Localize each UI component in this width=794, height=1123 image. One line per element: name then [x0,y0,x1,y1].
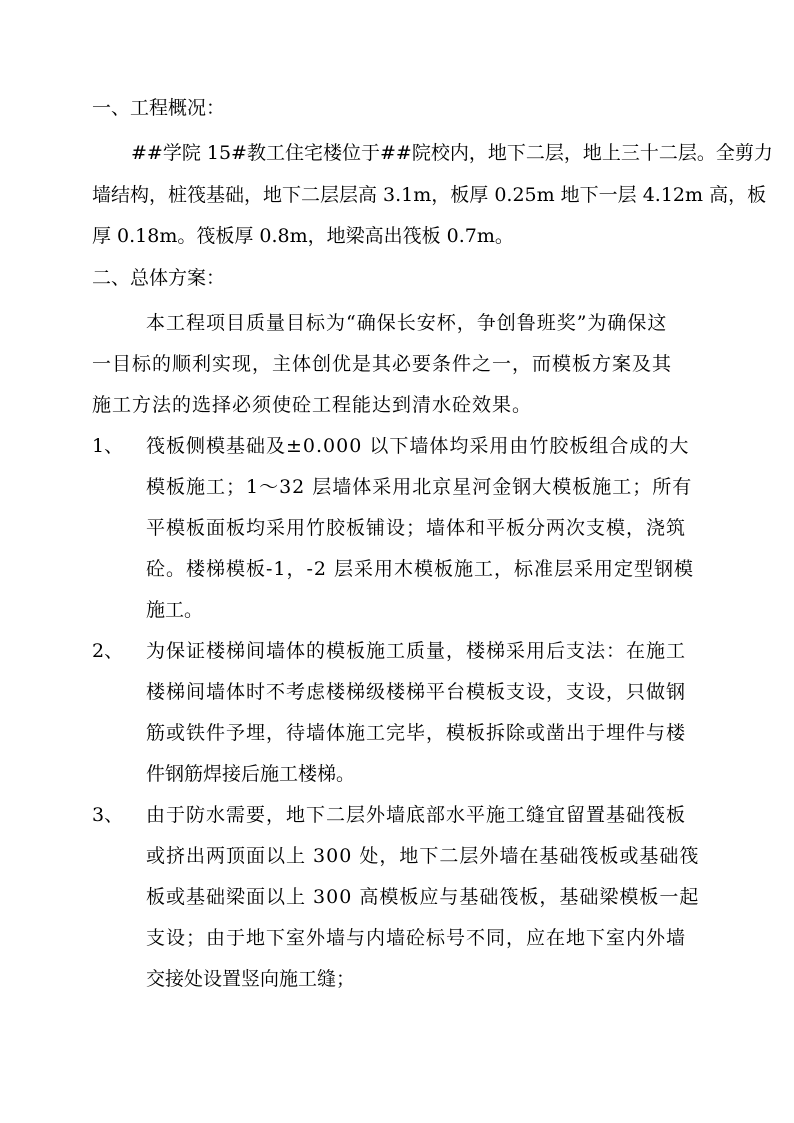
overview-line-1: ##学院 15#教工住宅楼位于##院校内，地下二层，地上三十二层。全剪力 [131,142,773,164]
overview-line-2: 墙结构，桩筏基础，地下二层层高 3.1m，板厚 0.25m 地下一层 4.12m 高，板 [92,184,767,206]
item1-line-1: 筏板侧模基础及±0.000 以下墙体均采用由竹胶板组合成的大 [146,435,690,457]
plan-line-1: 本工程项目质量目标为“确保长安杯，争创鲁班奖”为确保这 [146,312,668,334]
item-number-3: 3、 [92,804,124,826]
section-heading-overview: 一、工程概况： [92,97,226,119]
item1-line-3: 平模板面板均采用竹胶板铺设；墙体和平板分两次支模，浇筑 [146,517,687,539]
item1-line-2: 模板施工；1～32 层墙体采用北京星河金钢大模板施工；所有 [146,476,693,498]
item3-line-2: 或挤出两顶面以上 300 处，地下二层外墙在基础筏板或基础筏 [146,845,700,867]
item1-line-4: 砼。楼梯模板-1，-2 层采用木模板施工，标准层采用定型钢模 [146,558,695,580]
section-heading-plan: 二、总体方案： [92,267,226,289]
item3-line-4: 支设；由于地下室外墙与内墙砼标号不同，应在地下室内外墙 [146,927,687,949]
item3-line-5: 交接处设置竖向施工缝； [146,968,356,990]
item1-line-5: 施工。 [146,599,204,621]
item3-line-3: 板或基础梁面以上 300 高模板应与基础筏板，基础梁模板一起 [146,886,700,908]
item2-line-1: 为保证楼梯间墙体的模板施工质量，楼梯采用后支法：在施工 [146,640,687,662]
item-number-2: 2、 [92,640,124,662]
plan-line-2: 一目标的顺利实现，主体创优是其必要条件之一，而模板方案及其 [92,353,673,375]
item-number-1: 1、 [92,435,124,457]
plan-line-3: 施工方法的选择必须使砼工程能达到清水砼效果。 [92,394,533,416]
item2-line-4: 件钢筋焊接后施工楼梯。 [146,763,356,785]
item2-line-2: 楼梯间墙体时不考虑楼梯级楼梯平台模板支设，支设，只做钢 [146,681,687,703]
overview-line-3: 厚 0.18m。筏板厚 0.8m，地梁高出筏板 0.7m。 [92,225,514,247]
item2-line-3: 筋或铁件予埋，待墙体施工完毕，模板拆除或凿出于埋件与楼 [146,722,687,744]
item3-line-1: 由于防水需要，地下二层外墙底部水平施工缝宜留置基础筏板 [146,804,687,826]
